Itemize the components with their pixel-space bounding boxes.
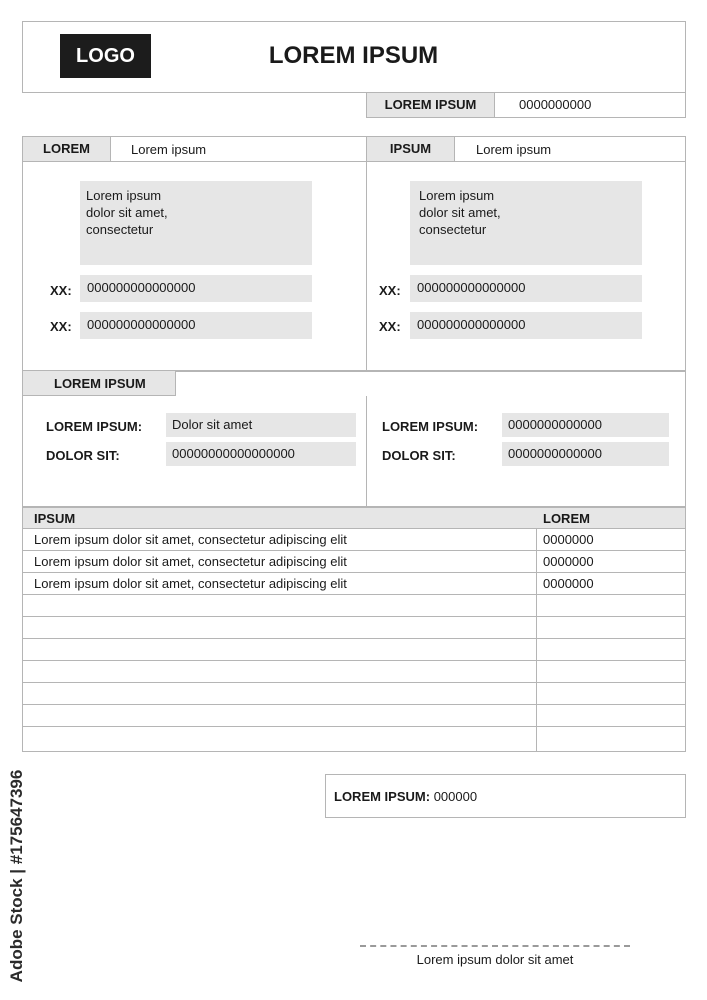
table-row xyxy=(22,661,686,683)
document-number-value: 0000000000 xyxy=(519,97,592,112)
table-row xyxy=(22,551,686,573)
signature-line xyxy=(360,945,630,947)
details-right-label: LOREM IPSUM: xyxy=(382,419,479,434)
party-right-field-value: 000000000000000 xyxy=(410,312,642,339)
table-row xyxy=(22,617,686,639)
party-right-address-box xyxy=(410,181,642,265)
party-left-field-label: XX: xyxy=(50,283,72,298)
party-right-tab-value: Lorem ipsum xyxy=(476,142,552,157)
table-cell-description: Lorem ipsum dolor sit amet, consectetur adipiscing elit xyxy=(34,554,347,569)
details-left-value: Dolor sit amet xyxy=(166,413,356,437)
address-line: consectetur xyxy=(86,221,154,237)
watermark-text: Adobe Stock | #175647396 xyxy=(7,769,26,983)
details-right-value: 0000000000000 xyxy=(502,413,669,437)
party-right-tab-label: IPSUM xyxy=(367,137,455,161)
total-label: LOREM IPSUM: xyxy=(334,789,431,804)
parties-divider xyxy=(366,136,367,372)
table-row xyxy=(22,683,686,705)
table-row xyxy=(22,595,686,617)
party-right-field-label: XX: xyxy=(379,283,401,298)
details-left-label: LOREM IPSUM: xyxy=(46,419,143,434)
table-cell-value: 0000000 xyxy=(543,554,594,569)
address-line: Lorem ipsum xyxy=(419,188,495,203)
total-value: 000000 xyxy=(433,789,478,804)
party-left-tab-label: LOREM xyxy=(23,137,111,161)
table-row xyxy=(22,727,686,749)
logo: LOGO xyxy=(60,34,151,78)
table-row xyxy=(22,529,686,551)
details-left-value: 00000000000000000 xyxy=(166,442,356,466)
party-left-address-box xyxy=(80,181,312,265)
address-line: Lorem ipsum xyxy=(86,188,162,203)
details-left-label: DOLOR SIT: xyxy=(46,448,120,463)
table-cell-value: 0000000 xyxy=(543,576,594,591)
page-title: LOREM IPSUM xyxy=(268,42,439,69)
details-divider xyxy=(366,396,367,507)
stock-watermark xyxy=(6,765,28,987)
address-line: dolor sit amet, xyxy=(86,204,168,220)
address-line: dolor sit amet, xyxy=(419,204,501,220)
party-right-field-value: 000000000000000 xyxy=(410,275,642,302)
party-left-field-value: 000000000000000 xyxy=(80,275,312,302)
party-right-field-label: XX: xyxy=(379,319,401,334)
address-line: consectetur xyxy=(419,221,487,237)
details-right-value: 0000000000000 xyxy=(502,442,669,466)
document-number-label: LOREM IPSUM xyxy=(367,93,495,117)
party-left-field-value: 000000000000000 xyxy=(80,312,312,339)
details-right-label: DOLOR SIT: xyxy=(382,448,456,463)
details-tab-label: LOREM IPSUM xyxy=(22,370,176,396)
total-box xyxy=(325,774,686,818)
table-row xyxy=(22,705,686,727)
party-left-tab-value: Lorem ipsum xyxy=(131,142,207,157)
table-row xyxy=(22,639,686,661)
party-left-field-label: XX: xyxy=(50,319,72,334)
signature-caption: Lorem ipsum dolor sit amet xyxy=(416,952,574,967)
table-cell-description: Lorem ipsum dolor sit amet, consectetur adipiscing elit xyxy=(34,532,347,547)
table-header-lorem: LOREM xyxy=(543,511,590,526)
table-cell-value: 0000000 xyxy=(543,532,594,547)
table-cell-description: Lorem ipsum dolor sit amet, consectetur adipiscing elit xyxy=(34,576,347,591)
table-header-ipsum: IPSUM xyxy=(34,511,76,526)
table-row xyxy=(22,573,686,595)
